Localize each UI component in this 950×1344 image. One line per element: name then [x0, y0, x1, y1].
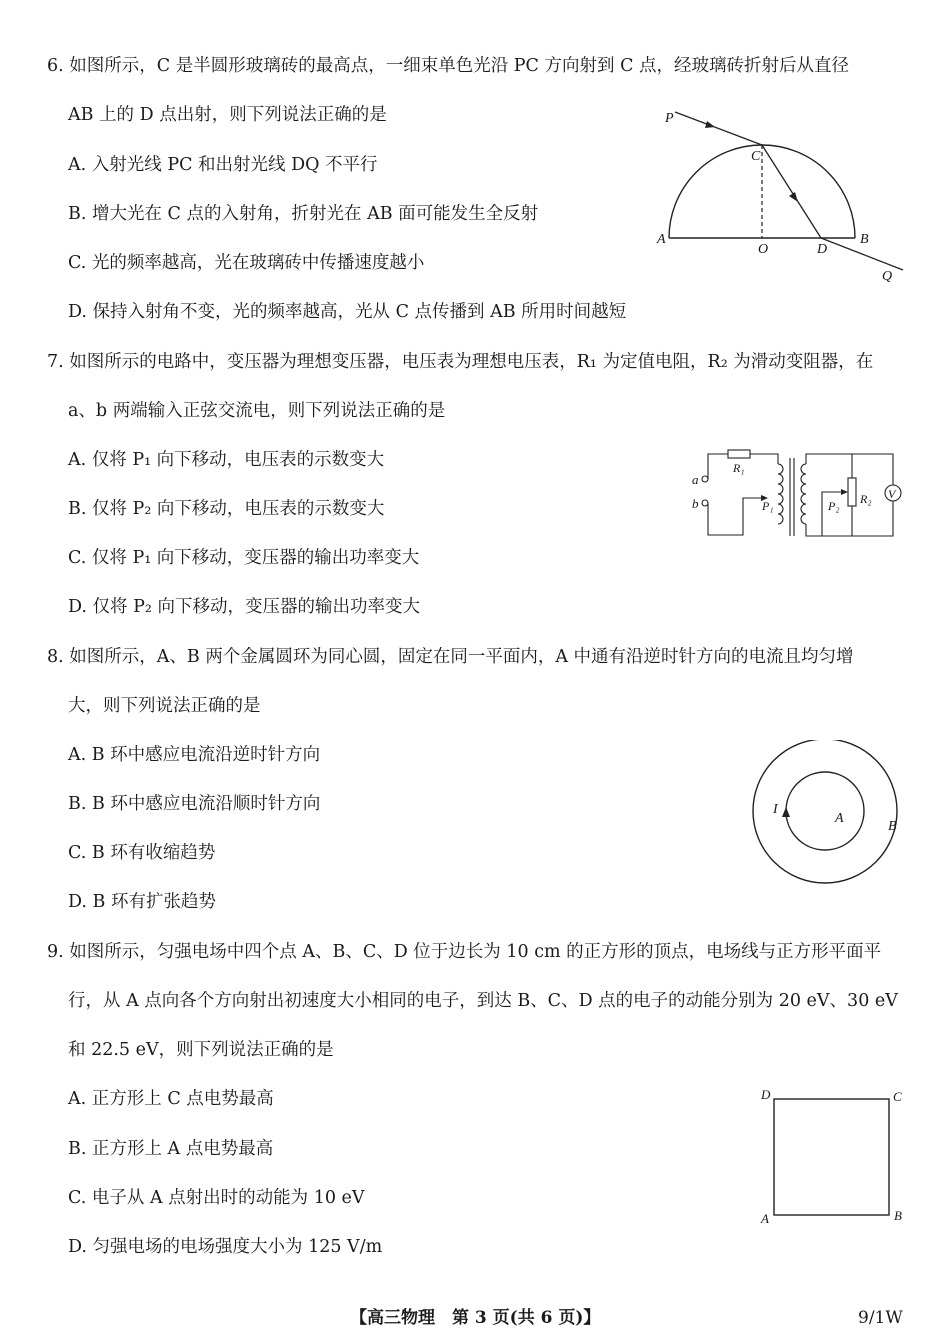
q9-option-a: A. 正方形上 C 点电势最高 — [68, 1089, 274, 1109]
primary-wire-bottom — [708, 498, 763, 535]
q9-option-d: D. 匀强电场的电场强度大小为 125 V/m — [68, 1237, 383, 1257]
label-p2: P₂ — [828, 499, 840, 513]
primary-wire-top — [708, 454, 728, 479]
primary-coil — [778, 464, 783, 524]
resistor-r1 — [728, 450, 750, 458]
terminal-b — [702, 500, 708, 506]
page-footer-code: 9/1W — [858, 1308, 903, 1328]
q8-option-d: D. B 环有扩张趋势 — [68, 892, 216, 912]
q7-transformer-circuit — [688, 440, 910, 545]
q7-option-d: D. 仅将 P₂ 向下移动，变压器的输出功率变大 — [68, 597, 420, 617]
q6-option-c: C. 光的频率越高，光在玻璃砖中传播速度越小 — [68, 253, 425, 273]
q6-option-a: A. 入射光线 PC 和出射光线 DQ 不平行 — [68, 155, 378, 175]
primary-wire-top-right — [750, 454, 778, 464]
terminal-a — [702, 476, 708, 482]
q9-option-c: C. 电子从 A 点射出时的动能为 10 eV — [68, 1188, 365, 1208]
label-p: P — [665, 111, 674, 126]
q6-stem-line2: AB 上的 D 点出射，则下列说法正确的是 — [68, 105, 387, 125]
q8-stem-line2: 大，则下列说法正确的是 — [68, 696, 261, 716]
q7-option-c: C. 仅将 P₁ 向下移动，变压器的输出功率变大 — [68, 548, 420, 568]
refracted-arrow — [789, 192, 798, 202]
q7-stem-line2: a、b 两端输入正弦交流电，则下列说法正确的是 — [68, 401, 446, 421]
label-a-terminal: a — [692, 472, 699, 487]
current-arrow — [782, 807, 790, 817]
label-c: C — [893, 1089, 902, 1104]
q7-option-a: A. 仅将 P₁ 向下移动，电压表的示数变大 — [68, 450, 385, 470]
label-ring-b: B — [888, 819, 897, 834]
q8-option-b: B. B 环中感应电流沿顺时针方向 — [68, 794, 321, 814]
q8-concentric-rings — [745, 740, 915, 885]
q6-option-d: D. 保持入射角不变，光的频率越高，光从 C 点传播到 AB 所用时间越短 — [68, 302, 627, 322]
q9-square-diagram — [755, 1085, 915, 1230]
label-o: O — [758, 242, 769, 257]
q6-semicircle-diagram — [655, 100, 910, 290]
q8-option-a: A. B 环中感应电流沿逆时针方向 — [68, 745, 321, 765]
q9-option-b: B. 正方形上 A 点电势最高 — [68, 1139, 274, 1159]
label-i: I — [773, 802, 778, 817]
label-r2: R₂ — [860, 492, 872, 506]
voltmeter-label: V — [888, 487, 896, 501]
incident-arrow — [705, 121, 715, 128]
q6-option-b: B. 增大光在 C 点的入射角，折射光在 AB 面可能发生全反射 — [68, 204, 539, 224]
label-r1: R₁ — [733, 461, 745, 475]
resistor-r2 — [848, 478, 856, 506]
label-b: B — [894, 1208, 902, 1223]
label-ring-a: A — [835, 811, 844, 826]
label-a: A — [761, 1211, 769, 1226]
q6-stem-line1: 6. 如图所示，C 是半圆形玻璃砖的最高点，一细束单色光沿 PC 方向射到 C 点，经玻璃砖折射后从直径 — [47, 56, 850, 76]
label-a: A — [657, 232, 666, 247]
square-abcd — [774, 1099, 889, 1215]
q9-stem-line2: 行，从 A 点向各个方向射出初速度大小相同的电子，到达 B、C、D 点的电子的动能分别为 20 eV、30 eV — [68, 991, 898, 1011]
q8-option-c: C. B 环有收缩趋势 — [68, 843, 216, 863]
label-d: D — [817, 242, 828, 257]
q8-stem-line1: 8. 如图所示，A、B 两个金属圆环为同心圆，固定在同一平面内，A 中通有沿逆时针方向的电流且均匀增 — [47, 647, 854, 667]
q7-stem-line1: 7. 如图所示的电路中，变压器为理想变压器，电压表为理想电压表，R₁ 为定值电阻，R₂ 为滑动变阻器，在 — [47, 352, 874, 372]
secondary-coil — [801, 464, 806, 524]
label-d: D — [761, 1087, 771, 1102]
label-b: B — [860, 232, 869, 247]
q9-stem-line1: 9. 如图所示，匀强电场中四个点 A、B、C、D 位于边长为 10 cm 的正方形的顶点，电场线与正方形平面平 — [47, 942, 882, 962]
label-b-terminal: b — [692, 496, 699, 511]
q7-option-b: B. 仅将 P₂ 向下移动，电压表的示数变大 — [68, 499, 385, 519]
label-c: C — [751, 149, 761, 164]
ring-a — [786, 772, 864, 850]
label-p1: P₁ — [762, 499, 774, 513]
incident-ray-pc — [675, 112, 762, 145]
p2-arrow — [841, 489, 848, 495]
page-footer-title: 【高三物理 第 3 页(共 6 页)】 — [350, 1308, 601, 1328]
q9-stem-line3: 和 22.5 eV，则下列说法正确的是 — [68, 1040, 334, 1060]
label-q: Q — [882, 269, 893, 284]
